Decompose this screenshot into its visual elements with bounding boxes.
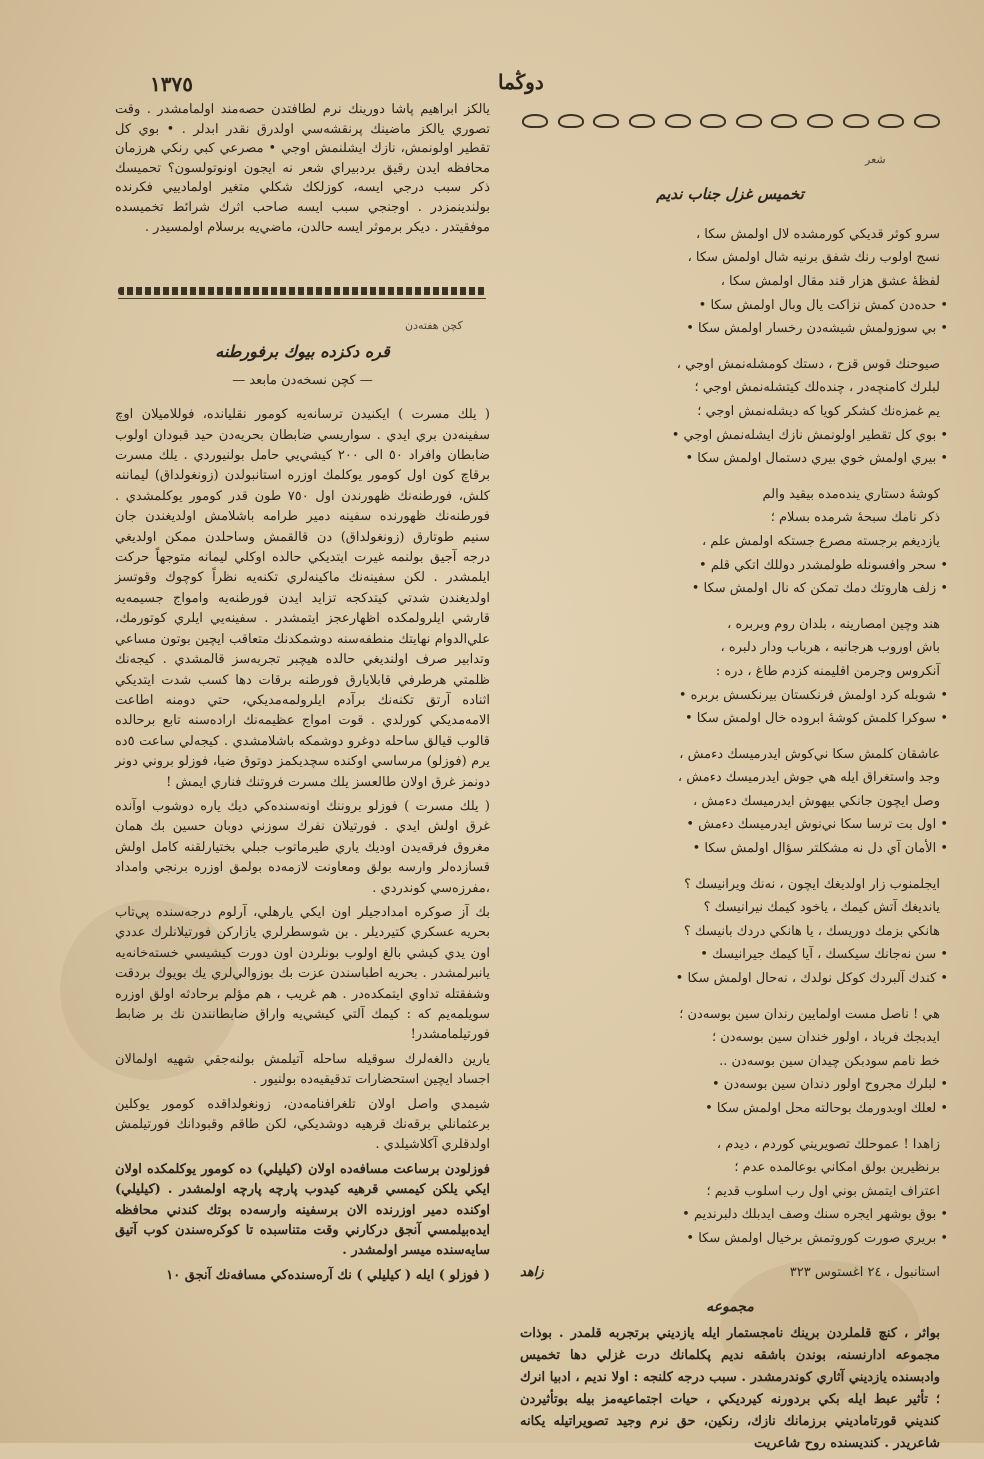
- right-column: [520, 150, 948, 1459]
- article-subtitle: — كچن نسخه‌دن مابعد —: [232, 372, 373, 388]
- poem-line: • سن نه‌جانك سيكسك ، آيا كيمك جيرانيسك •: [700, 947, 948, 963]
- poem-stanza: [520, 613, 948, 731]
- poem-line: هانكي بزمك دوريسك ، يا هانكي دردك بانيسك ؟: [683, 923, 940, 939]
- poem-line: • بوي كل تقطير اولونمش نازك ايشله‌نمش اوجي •: [671, 427, 948, 443]
- poem-line: لفظهٔ عشق هزار قند مقال اولمش سكا ،: [720, 274, 940, 289]
- poem-line: • حده‌دن كمش نزاكت يال وبال اولمش سكا •: [698, 297, 948, 313]
- article-closing-line: ( فوزلو ) ايله ( كيليلي ) نك آره‌سنده‌كي مسافه‌نك آنجق ١٠: [166, 1267, 490, 1283]
- article-paragraph: ( يلك مسرت ) ايكنيدن ترسانه‌يه كومور نقليانده، فوللاميلان اوچ سفينه‌دن بري ايدي . سواريسي ضابطان بحريه‌دن حيد قبودان اولوب ضابطان وافراد ٥٠ الى ٢٠٠ كيشي‌يي حامل بولنيوردي . يلك مسرت برقاچ كون اول كومور يوكلمك اوزره استانبولدن (زونغولداق) ليماننه كلش، فورطنه‌نك ظهورندن اول ٧٥٠ طون قدر كومور يوكلمشدي . فورطنه‌نك ظهورنده سفينه دمير طرامه باشلامش اولديغندن جان سنيم طوتارق (زونغولداق) دن قالقمش وساحلدن ممكن اولديغي درجه آجيق بولنمه غيرت ايتديكي حالده اوكلي ليمانه متوجهاً حركت ايلمشدر . لكن سفينه‌نك ماكينه‌لري تكنه‌يه نظراً كوچوك وقوتسز اولديغندن شدتي كيتدكجه تزايد ايدن فورطنه‌يه وامواج جسيمه‌يه قارشي ايلرولمكده اظهارعجز ايتمشدر . سفينه‌يي ايلري كوتورمك، علي‌الدوام نهايتك منطفه‌سنه دوشمكدنك متعاقب ايچين بوتون مساعي وتدابير صرف اولنديغي حالده هيچبر تجربه‌سز قالمشدي . كيجه‌نك ظلمتي هرطرفي قابلايارق فورطنه برقات دها كسب شدت ايتديكي اثناده آرتق تكنه‌نك برآدم ايلرولمه‌مديكي، حتي دومنه اطاعت الامه‌مديكي كورلدي . قوت امواج عظيمه‌نك اراده‌سنه تابع برحالده قالوب قيالق ساحله دوغرو دوشمكه باشلامشدي . كيجه‌لي ساعت ٥ده يرم (فوزلو) مرساسي اوكنده سچديكمز دوتوق ضيا، فوزلو بروني دونر دونمز غرق اولان طالعسز يلك مسرت فروتنك فناري ايمش !: [115, 407, 491, 790]
- poem-line: • بي سوزولمش شيشه‌دن رخسار اولمش سكا •: [686, 321, 948, 337]
- signature-place-date: استانبول ، ٢٤ اغستوس ٣٢٣: [789, 1264, 940, 1280]
- poem-line: باش اوروب هرجانبه ، هرباب ودار دلبره ،: [720, 640, 940, 656]
- poem-ornament-border: [522, 108, 940, 134]
- poem-line: • اول بت ترسا سكا ني‌نوش ايدرميسك دءمش •: [686, 817, 948, 833]
- poem-stanza: [520, 483, 948, 601]
- article-paragraph: ( يلك مسرت ) فوزلو بروننك اونه‌سنده‌كي ديك ياره دوشوب اوآنده غرق اولش ايدي . فورتيلان نفرك سوزني دوبان حسين بك همان مغروق فرقه‌يدن اوديك ياري طيرماتوب جبلي بختيارلقنه كامل اولش قسازده‌لر وارسه بولق ومعاونت لازمه‌ده بولمق اوزره برنجي وامداد ،مفرزه‌سي كوندردي .: [115, 798, 490, 896]
- poem-stanza: [520, 743, 948, 861]
- section-label: كچن هفته‌دن: [405, 319, 463, 332]
- poem-line: ايجلمنوب زار اولديغك ايچون ، نه‌نك ويرانيسك ؟: [684, 876, 940, 892]
- left-column: [115, 100, 490, 241]
- intro-paragraph: يالكز ابراهيم پاشا دورينك نرم لطافتدن حصه‌مند اولمامشدر . وقت تصوري يالكز ماضينك پرنقشه‌سي اولدرق نقدر ابدلر . • بوي كل تقطير اولونمش، نازك ايشلنمش اوجي • مصرعي كبي رنكي هرزمان محافظه ايدن رقيق بردبيراي شعر نه ايجون اونوتولسون؟ تحميسك ذكر سبب درجي ايسه، كوزلكك شكلي متغير اولمادييي فكرنده بولندينمزدر . اوجنجي سبب ايسه صاحب اثرك شرائط تخميسده موفقيتدر . ديكر برموثر ايسه حالدن، ماضي‌يه برسلام اولمسيدر .: [115, 102, 490, 235]
- poem-line: برنظيرين بولق امكاني بوعالمده عدم ؛: [734, 1160, 940, 1176]
- poem-line: • لبلرك مجروح اولور دندان سين بوسه‌دن •: [711, 1077, 948, 1093]
- article-paragraph: فوزلودن برساعت مسافه‌ده اولان (كيليلي) ده كومور يوكلمكده اولان ايكي يلكن كيمسي قرهيه كيدوب پارچه پارچه اولمشدر . (كيليلي) اوكنده دمير اوزرنده الان برسفينه وارسه‌ده بوتك كندني محافظه ايده‌بيلمسي آنجق دركارني وقت متناسبده تا كوكره‌سندن كوب آتيق سايه‌سنده ميسر اولمشدر .: [115, 1161, 490, 1259]
- poem-line: صيوحنك قوس قزح ، دستك كومشله‌نمش اوجي ،: [676, 356, 940, 372]
- poem-line: • بريري صورت كوروتمش برخيال اولمش سكا •: [686, 1230, 948, 1246]
- poem-line: وصل ايچون جانكي بيهوش ايدرميسك دءمش ،: [693, 793, 940, 809]
- poem-line: وجد واستغراق ايله هي جوش ايدرميسك دءمش ،: [677, 770, 940, 786]
- section-divider-line: [118, 298, 486, 299]
- page-number: ١٣٧٥: [150, 72, 193, 96]
- editor-note-text: بواثر ، كنچ قلملردن برينك نامجستمار ايله يازديني برتجربه قلمدر . بوذات مجموعه ادارنسنه، بوندن باشقه نديم پكلمانك درت غزلي دها تخميس وادبسنده يازديني آثاري كوندرمشدر . سبب درجه كلنجه : اولا نديم ، ادبيا انرك ؛ تأثير عبط ايله بكي بردورنه كيرديكي ، حيات اجتماعيه‌مز بيله بوتأثيردن كنديني قورتاماديني برزمانك نازك، رنكين، حق نرم وجيد تصويراتيله يكانه شاعريدر . كنديسنده روح شاعريت: [520, 1326, 940, 1452]
- page-header: [0, 62, 984, 102]
- signature-name: زاهد: [520, 1264, 544, 1280]
- poem-line: سرو كوثر قديكي كورمشده لال اولمش سكا ،: [695, 226, 940, 242]
- poem-line: كوشهٔ دستاري ينده‌مده بيقيد والم: [762, 486, 940, 502]
- section-divider: [118, 287, 486, 295]
- poem-line: • سحر وافسونله طولمشدر دوللك اتكي قلم •: [699, 557, 948, 573]
- article-paragraph: يارين دالغه‌لرك سوقيله ساحله آتيلمش بولنه‌جقي شهيه اولمالان اجساد ايچين استحضارات تدقيقيه‌ده بولنيور .: [115, 1051, 490, 1088]
- article-paragraph: بك آز صوكره امدادجيلر اون ايكي يارهلي، آرلوم درجه‌سنده پي‌تاب بحريه عسكري كتيرديلر . بن شوسطرلري يازاركن فورتيلانلرك عددي اون يدي كيشي بالغ اولوب بونلردن اون دورت كيشيسي خسته‌خانه‌يه يانبرلمشدر . بحريه اطباسندن عزت بك بوزوالي‌لري يك بويوك بردقت وشفقتله تداوي ايتمكده‌در . هم غريب ، هم مؤلم برحادثه اولق اوزره سويلمه‌يم كه : كيمك آلتي كيشي‌يه واراق ضابطانندن نك بر ضابط فورتيلمامشدر!: [115, 904, 490, 1043]
- poem-signature: [520, 1263, 940, 1283]
- poem-line: زاهدا ! عموحلك تصويريني كوردم ، ديدم ،: [716, 1136, 940, 1152]
- poem-line: يازديغم برجسته مصرع جستكه اولمش علم ،: [701, 533, 940, 549]
- poem-line: عاشقان كلمش سكا ني‌كوش ايدرميسك دءمش ،: [679, 746, 940, 762]
- poem-line: • بوق بوشهر ايجره سنك وصف ايدبلك دلبرنديم •: [682, 1207, 948, 1223]
- poem-line: هي ! ناصل مست اولمايين رندان سين بوسه‌دن ؛: [679, 1006, 940, 1022]
- poem-stanza: [520, 873, 948, 991]
- poem-line: هند وچين امصارينه ، بلدان روم وبربره ،: [727, 616, 940, 632]
- journal-title: دوڭما: [498, 70, 544, 94]
- poem-line: آنكروس وجرمن اقليمنه كزدم طاغ ، دره :: [715, 663, 940, 679]
- poem-stanza: [520, 353, 948, 471]
- editor-note-heading: مجموعه: [706, 1298, 754, 1315]
- poem-line: لبلرك كامنچه‌در ، چنده‌لك كيتشله‌نمش اوجي ؛: [694, 380, 940, 396]
- article-title: قره دكزده بيوك برفورطنه: [215, 342, 390, 362]
- article-block: [115, 316, 490, 1290]
- poem-line: • كندك آلبردك كوكل نولدك ، نه‌حال اولمش سكا •: [675, 971, 948, 987]
- poem-line: • الأمان آي دل نه مشكلتر سؤال اولمش سكا •: [692, 841, 948, 857]
- poem-line: خط نامم سودبكن چيدان سين بوسه‌دن ..: [719, 1053, 940, 1069]
- poem-line: • سوكرا كلمش كوشهٔ ابروده خال اولمش سكا •: [684, 711, 948, 727]
- poem-section-label: شعر: [865, 153, 886, 166]
- poem-line: يم غمزه‌نك كشكر كويا كه ديشله‌نمش اوجي ؛: [697, 403, 940, 419]
- poem-line: ذكر نامك سبحهٔ شرمده بسلام ؛: [770, 510, 940, 526]
- poem-line: • زلف هاروتك دمك تمكن كه نال اولمش سكا •: [691, 581, 948, 597]
- poem-stanza: [520, 223, 948, 341]
- poem-line: نسج اولوب رنك شفق برنيه شال اولمش سكا ،: [687, 250, 940, 266]
- poem-line: • لعلك اوبدورمك بوحالته محل اولمش سكا •: [705, 1101, 948, 1116]
- poem-line: • شوبله كرد اولمش فرنكستان بيرنكسش بربره •: [678, 687, 948, 703]
- poem-line: يانديغك آتش كيمك ، ياخود كيمك نيرانيسك ؟: [703, 900, 940, 916]
- poem-line: ايدبجك فرياد ، اولور خندان سين بوسه‌دن ؛: [711, 1030, 940, 1046]
- poem-stanza: [520, 1133, 948, 1251]
- poem-stanza: [520, 1003, 948, 1121]
- poem-line: اعتراف ايتمش بوني اول رب اسلوب قديم ؛: [706, 1183, 940, 1199]
- article-paragraph: شيمدي واصل اولان تلغرافنامه‌دن، زونغولداقده كومور يوكلين برعثمانلي برقه‌نك قرهيه دوشديكي، لكن طاقم وقبودانك فورتيلمش اولدقلري آكلاشيلدي .: [115, 1096, 490, 1153]
- poem-title: تخميس غزل جناب نديم: [656, 185, 804, 204]
- poem-line: • بيري اولمش خوي بيري دستمال اولمش سكا •: [685, 451, 948, 467]
